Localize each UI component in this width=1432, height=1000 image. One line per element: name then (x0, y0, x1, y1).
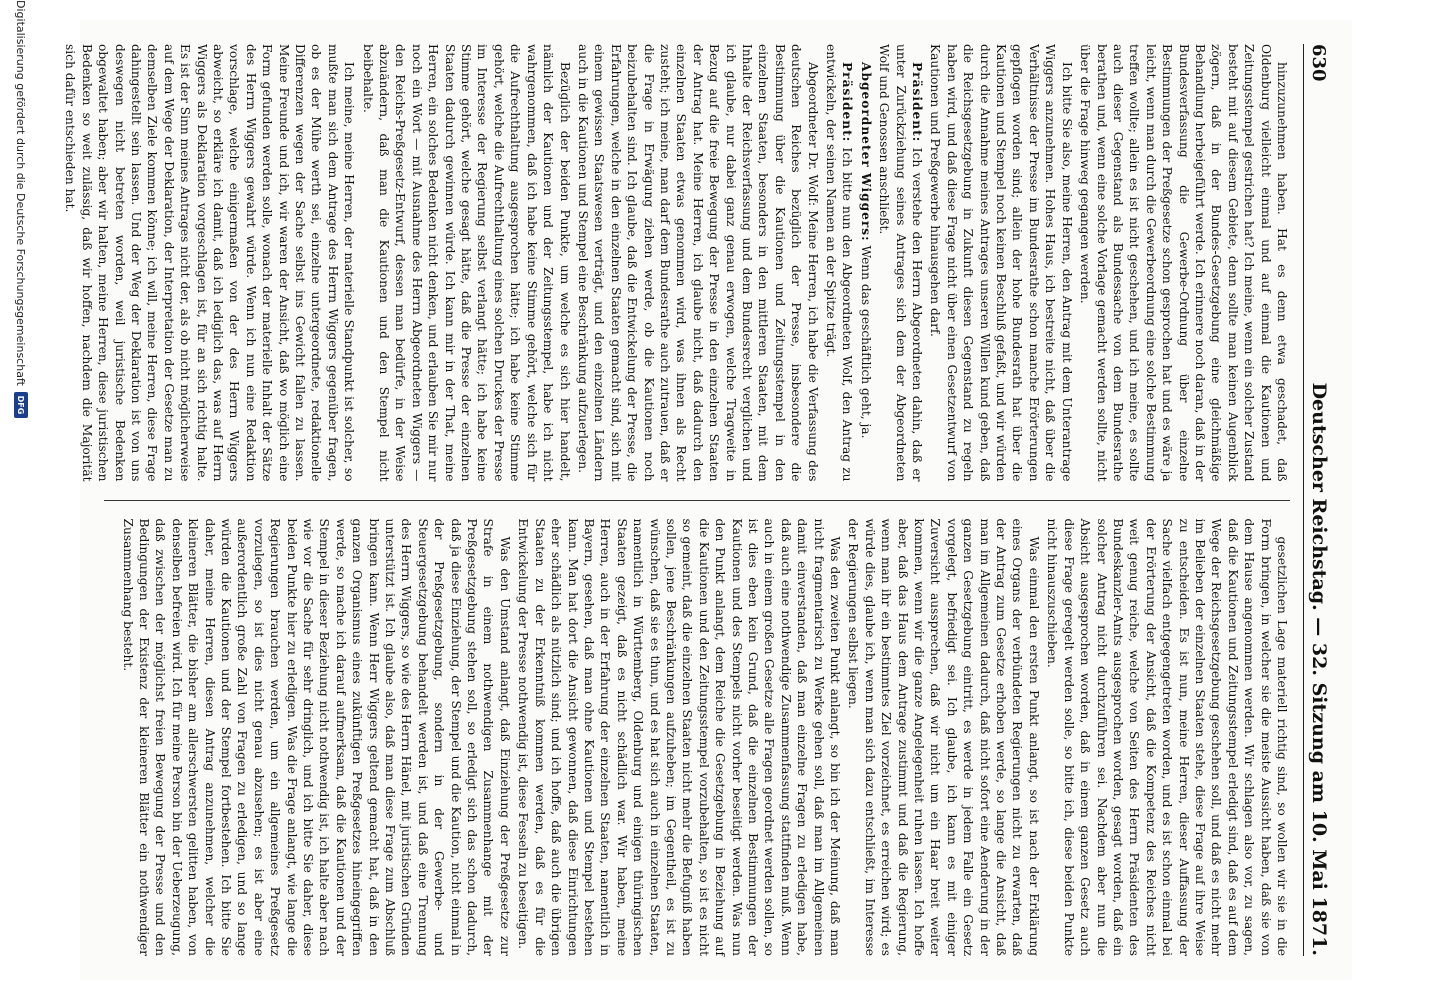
text-columns (63, 44, 1290, 956)
paragraph: Abgeordneter Dr. Wolf: Meine Herren, ich habe die Verfassung des deutschen Reiches bezüglich der Presse, insbesondere die Bestimmung über die Kautionen und Zeitungsstempel in den einzelnen Staaten, besonders in den mittleren Staaten, mit dem Inhalte der Reichsverfassung und dem Bundesrecht verglichen und ich glaube, nur dabei ganz genau erwogen, welche Tragweite in Bezug auf die freie Bewegung der Presse in den einzelnen Staaten der Antrag hat. Meine Herren, ich glaube nicht, daß dadurch den einzelnen Staaten etwas genommen wird, was ihnen als Recht zusteht; ich meine, man darf dem Bundesrathe auch zutrauen, daß er die Frage in Erwägung ziehen werde, ob die Kautionen noch beizubehalten sind. Ich glaube, daß die Entwickelung der Presse, die Erfahrungen, welche in den einzelnen Staaten gemacht sind, sich mit einem gewissen Staatswesen verträgt, und den einzelnen Ländern auch in die Kautionen und Stempel eine Beschränkung aufzuerlegen. (575, 44, 820, 482)
speech-text: Ich verstehe den Herrn Abgeordneten dahin, daß er unter Zurückziehung seines Antrages sich dem der Abgeordneten Wolf und Genossen anschließt. (877, 44, 925, 482)
page-number: 630 (1308, 44, 1330, 82)
credit-text: Digitalisierung gefördert durch die Deutsche Forschungsgemeinschaft (14, 0, 28, 386)
column-divider (104, 500, 1290, 501)
page-header (1303, 44, 1334, 956)
speech-text: Ich bitte nun den Abgeordneten Wolf, den Antrag zu entwickeln, der seinen Namen an der Spitze trägt. (824, 44, 855, 482)
paragraph: Bezüglich der beiden Punkte, um welche es sich hier handelt, nämlich der Kautionen und der Zeitungsstempel, habe ich nicht wahrgenommen, daß ich habe keine Stimme gehört, welche sich für die Aufrechthaltung ausgesprochen hätte; ich habe keine Stimme gehört, welche die Aufrechthaltung eines solchen Druckes der Presse im Interesse der Regierung selbst verlangt hätte; ich habe keine Stimme gehört, welche gesagt hätte, daß die Presse der einzelnen Staaten dadurch gewinnen würde. Ich kann mir in der That, meine Herren, ein solches Bedenken nicht denken, und erlauben Sie mir nur noch ein Wort — mit Ausnahme des Herrn Abgeordneten Wiggers — den Reichs-Preßgesetz-Entwurf, dessen man bedürfe, in der Weise abzuändern, daß man die Kautionen und den Stempel nicht beibehalte. (360, 44, 572, 482)
paragraph: Was einmal den ersten Punkt anlangt, so ist nach der Erklärung eines Organs der verbündeten Regierungen nicht zu erwarten, daß der Antrag zum Gesetze erhoben werde, so lange die Ansicht, daß man im Allgemeinen dadurch, daß nicht sofort eine Aenderung in der ganzen Gesetzgebung eintritt, es werde in jedem Falle ein Gesetz vorgelegt, befriedigt sei. Ich glaube, ich kann es mit einiger Zuversicht aussprechen, daß wir nicht um ein Haar breit weiter kommen, wenn wir die ganze Angelegenheit ruhen lassen. Ich hoffe aber, daß das Haus dem Antrage zustimmt und daß die Regierung, wenn man ihr ein bestimmtes Ziel vorzeichnet, es erreichen wird; es würde dies, glaube ich, wenn man sich dazu entschließt, im Interesse der Regierungen selbst liegen. (846, 518, 1041, 956)
newspaper-sheet (63, 20, 1352, 980)
paragraph (823, 44, 856, 482)
paragraph (857, 44, 873, 482)
running-title: Deutscher Reichstag. — 32. Sitzung am 10. Mai 1871. (1308, 382, 1330, 956)
right-column (104, 519, 1290, 957)
speaker-name: Präsident: (840, 62, 855, 143)
paragraph (876, 44, 925, 482)
dfg-logo-icon: DFG (14, 392, 28, 418)
speaker-name: Abgeordneter Wiggers: (858, 62, 873, 242)
digitization-credit (10, 0, 32, 418)
paragraph: Ich bitte Sie also, meine Herren, den Antrag mit dem Unterantrage Wiggers anzunehmen. Hohes Haus, ich bestreite nicht, daß über die Verhältnisse der Presse im Bundesrathe schon manche Erörterungen gepflogen worden sind; allein der hohe Bundesrath hat über die Kautionen und Stempel noch keinen Beschluß gefaßt, und wir würden durch die Annahme meines Antrages unseren Willen kund geben, daß die Reichsgesetzgebung in Zukunft diesen Gegenstand zu regeln haben wird, und daß diese Frage nicht über einen Gesetzentwurf von Kautionen und Preßgewerbe hinausgehen darf. (928, 44, 1074, 482)
paragraph: Was den zweiten Punkt anlangt, so bin ich der Meinung, daß man nicht fragmentarisch zu Werke gehen soll, daß man im Allgemeinen damit einverstanden, daß man einzelne Fragen zu erledigen habe, daß auch eine nothwendige Zusammenfassung stattfinden muß. Wenn auch in einem großen Gesetze alle Fragen geordnet werden sollen, so ist dies eben kein Grund, daß die einzelnen Bestimmungen der Kautionen und des Stempels nicht vorher beseitigt werden. Was nun den Punkt anlangt, dem Reiche die Gesetzgebung in Beziehung auf die Kautionen und den Zeitungsstempel vorzubehalten, so ist es nicht so gemeint, daß die einzelnen Staaten nicht mehr die Befugniß haben sollen, jene Beschränkungen aufzuheben; im Gegentheil, es ist zu wünschen, daß sie es thun, und es hat sich auch in einzelnen Staaten, namentlich in Württemberg, Oldenburg und einigen thüringischen Staaten gezeigt, daß es nicht schädlich war. Wir haben, meine Herren, auch in der Erfahrung der einzelnen Staaten, namentlich in Bayern, gesehen, daß man ohne Kautionen und Stempel bestehen kann. Man hat dort die Ansicht gewonnen, daß diese Einrichtungen eher schädlich als nützlich sind; und ich hoffe, daß auch die übrigen Staaten zu der Erkenntniß kommen werden, daß es für die Entwickelung der Presse nothwendig ist, diese Fesseln zu beseitigen. (516, 518, 843, 956)
speech-text: Wenn das geschäftlich geht, ja. (858, 245, 873, 439)
paragraph: Ich meine, meine Herren, der materielle Standpunkt ist solcher, so mußte man sich dem Antrage des Herrn Wiggers gegenüber fragen, ob es der Mühe werth sei, einzelne untergeordnete, redaktionelle Differenzen wegen der Sache selbst ins Gewicht fallen zu lassen. Meine Freunde und ich, wir waren der Ansicht, daß wo möglich eine Form gefunden werden solle, wonach der materielle Inhalt der Sätze des Herrn Wiggers gewahrt würde. Wenn ich nun eine Redaktion vorschlage, welche einigermaßen von der des Herrn Wiggers abweicht, so erkläre ich damit, daß ich lediglich das, was auf Herrn Wiggers als Deklaration vorgeschlagen ist, für an sich richtig halte. Es ist der Sinn meines Antrages nicht der, als ob nicht möglicherweise auf dem Wege der Deklaration, der Interpretation der Gesetze man zu demselben Ziele kommen könne; ich will, meine Herren, diese Frage dahingestellt sein lassen. Und der Weg der Deklaration ist von uns deswegen nicht betreten worden, weil juristische Bedenken obgewaltet haben; aber wir halten, meine Herren, diese juristischen Bedenken so weit zulässig, daß wir hoffen, nachdem die Majorität sich dafür entschieden hat. (63, 44, 357, 482)
paragraph: Was den Umstand anlangt, daß Einziehung der Preßgesetze zur Strafe in einem nothwendigen Zusammenhange mit der Preßgesetzgebung stehen soll, so erledigt sich das schon dadurch, daß ja diese Einziehung, der Stempel und die Kaution, nicht einmal in der Preßgesetzgebung, sondern in der Gewerbe- und Steuergesetzgebung behandelt werden ist, und daß eine Trennung des Herrn Wiggers, so wie des Herrn Hänel, mit juristischen Gründen unterstützt ist. Ich glaube also, daß man diese Frage zum Abschluß bringen kann. Wenn Herr Wiggers geltend gemacht hat, daß in den ganzen Organismus eines zukünftigen Preßgesetzes hineingegriffen werde, so mache ich darauf aufmerksam, daß die Kautionen und der Stempel in dieser Beziehung nicht nothwendig ist, ich halte aber nach wie vor die Sache für sehr dringlich, und ich bitte Sie daher, diese beiden Punkte hier zu erledigen. Was die Frage anlangt, wie lange die Regierungen brauchen werden, um ein allgemeines Preßgesetz vorzulegen, so ist dies nicht genau abzusehen; es ist aber eine außerordentlich große Zahl von Fragen zu erledigen, und so lange würden die Kautionen und der Stempel fortbestehen. Ich bitte Sie daher, meine Herren, diesen Antrag anzunehmen, welcher die kleineren Blätter, die bisher am allerschwersten gelitten haben, von denselben befreien wird. Ich für meine Person bin der Ueberzeugung, daß zwischen der möglichst freien Bewegung der Presse und den Bedingungen der Existenz der kleineren Blätter ein nothwendiger Zusammenhang besteht. (120, 518, 512, 956)
paragraph: gesetzlichen Lage materiell richtig sind, so wollen wir sie in die Form bringen, in welcher sie die meiste Aussicht haben, daß sie von dem Hause angenommen werden. Wir schlagen also vor, zu sagen, daß die Kautionen und Zeitungsstempel erledigt sind, daß es auf dem Wege der Reichsgesetzgebung geschehen soll, und daß es nicht mehr im Belieben der einzelnen Staaten stehe, diese Frage auf ihre Weise zu entscheiden. Es ist nun, meine Herren, dieser Auffassung der Sache vielfach entgegengetreten worden, und es ist schon einmal bei der Erörterung der Ansicht, daß die Kompetenz des Reiches nicht weit genug reiche, welche von Seiten des Herrn Präsidenten des Bundeskanzler-Amts ausgesprochen worden, gesagt worden, daß ein solcher Antrag nicht durchzuführen sei. Nachdem aber nun die Absicht ausgesprochen worden, daß in einem ganzen Gesetz auch diese Frage geregelt werden solle, so bitte ich, diese beiden Punkte nicht hinauszuschieben. (1045, 518, 1289, 956)
paragraph: hinzuzunehmen haben. Hat es denn etwa geschadet, daß Oldenburg vielleicht einmal und auf einmal die Kautionen und Zeitungsstempel gestrichen hat? Ich meine, wenn ein solcher Zustand besteht mit auf diesem Gebiete, denn sollte man keinen Augenblick zögern, daß in der Bundes-Gesetzgebung eine gleichmäßige Behandlung herbeigeführt werde. Ich erinnere noch daran, daß in der Bundesverfassung die Gewerbe-Ordnung über einzelne Bestimmungen der Preßgesetze schon gesprochen hat und es wäre ja leicht, wenn man durch die Gewerbeordnung eine solche Bestimmung treffen wollte; allein es ist nicht geschehen, und ich meine, es sollte auch dieser Gegenstand als Bundessache von dem Bundesrathe berathen und, wenn eine solche Vorlage gemacht werden sollte, nicht über die Frage hinweg gegangen werden. (1078, 44, 1289, 482)
speaker-name: Präsident: (910, 62, 925, 143)
left-column (63, 44, 1290, 482)
